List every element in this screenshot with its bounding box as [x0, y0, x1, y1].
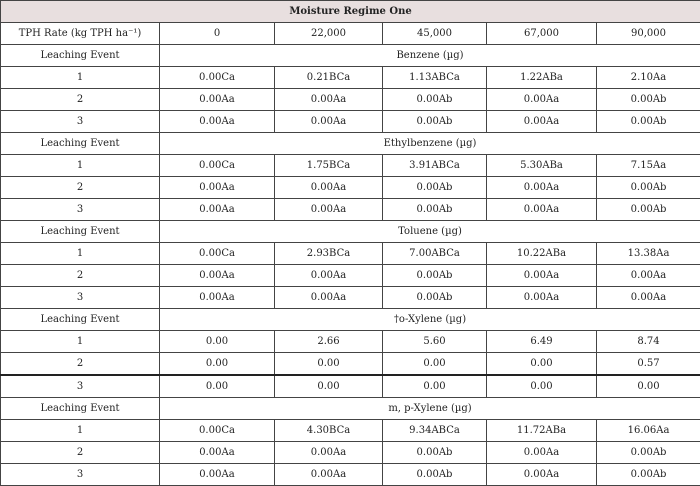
table-cell: 0.00: [275, 353, 383, 376]
rate-value: 67,000: [487, 23, 597, 45]
table-cell: 4.30BCa: [275, 420, 383, 442]
table-cell: 0.00Ca: [160, 420, 275, 442]
table-cell: 0.00Ab: [383, 177, 487, 199]
event-number: 3: [1, 111, 160, 133]
table-cell: 0.00Ab: [383, 287, 487, 309]
table-cell: 0.00Aa: [487, 177, 597, 199]
table-cell: 0.00Ab: [597, 89, 700, 111]
event-number: 1: [1, 420, 160, 442]
table-cell: 0.00: [160, 331, 275, 353]
rate-value: 0: [160, 23, 275, 45]
section-header-row: [1, 398, 700, 420]
table-cell: 0.00Aa: [487, 464, 597, 486]
leaching-event-label: Leaching Event: [1, 133, 160, 155]
table-row: [1, 155, 700, 177]
table-cell: 6.49: [487, 331, 597, 353]
event-number: 2: [1, 89, 160, 111]
table-cell: 0.21BCa: [275, 67, 383, 89]
table-cell: 0.00: [383, 375, 487, 398]
table-cell: 0.00Aa: [160, 464, 275, 486]
table-cell: 0.00Ab: [383, 442, 487, 464]
table-row: [1, 265, 700, 287]
table-cell: 0.00Ca: [160, 67, 275, 89]
section-header-row: [1, 45, 700, 67]
compound-label: †o-Xylene (µg): [160, 309, 700, 331]
event-number: 1: [1, 155, 160, 177]
table-cell: 0.00Ab: [383, 89, 487, 111]
table-cell: 0.00Aa: [275, 265, 383, 287]
table-cell: 2.66: [275, 331, 383, 353]
table-cell: 10.22ABa: [487, 243, 597, 265]
table-cell: 0.00Aa: [160, 442, 275, 464]
table-title: Moisture Regime One: [1, 1, 700, 23]
table-cell: 0.00Aa: [160, 111, 275, 133]
table-cell: 0.00Ab: [597, 464, 700, 486]
table-row: [1, 111, 700, 133]
table-cell: 0.00Aa: [275, 177, 383, 199]
table-cell: 0.00Aa: [487, 199, 597, 221]
table-cell: 5.60: [383, 331, 487, 353]
table-cell: 0.00Aa: [275, 287, 383, 309]
table-cell: 0.00: [487, 353, 597, 376]
compound-label: Toluene (µg): [160, 221, 700, 243]
table-cell: 16.06Aa: [597, 420, 700, 442]
table-cell: 2.93BCa: [275, 243, 383, 265]
table-cell: 0.00Ab: [597, 442, 700, 464]
table-row: [1, 464, 700, 486]
table-title-row: [1, 1, 700, 23]
rate-value: 90,000: [597, 23, 700, 45]
table-row: [1, 420, 700, 442]
leaching-event-label: Leaching Event: [1, 398, 160, 420]
table-row: [1, 353, 700, 376]
table-cell: 0.00Aa: [160, 199, 275, 221]
event-number: 3: [1, 464, 160, 486]
compound-label: Benzene (µg): [160, 45, 700, 67]
event-number: 1: [1, 67, 160, 89]
table-cell: 0.00Aa: [597, 287, 700, 309]
table-row: [1, 442, 700, 464]
leaching-event-label: Leaching Event: [1, 309, 160, 331]
rate-label: TPH Rate (kg TPH ha⁻¹): [1, 23, 160, 45]
table-cell: 0.00Ca: [160, 155, 275, 177]
table-cell: 0.00Aa: [275, 199, 383, 221]
table-cell: 0.00Aa: [160, 265, 275, 287]
event-number: 2: [1, 265, 160, 287]
event-number: 3: [1, 287, 160, 309]
table-cell: 7.15Aa: [597, 155, 700, 177]
leaching-event-label: Leaching Event: [1, 221, 160, 243]
rate-value: 45,000: [383, 23, 487, 45]
table-cell: 0.00Aa: [275, 89, 383, 111]
table-cell: 0.00Aa: [160, 89, 275, 111]
table-cell: 11.72ABa: [487, 420, 597, 442]
table-row: [1, 287, 700, 309]
table-cell: 0.57: [597, 353, 700, 376]
table-cell: 7.00ABCa: [383, 243, 487, 265]
table-row: [1, 67, 700, 89]
table-cell: 0.00Aa: [487, 287, 597, 309]
table-cell: 0.00Aa: [487, 442, 597, 464]
table-row: [1, 331, 700, 353]
table-cell: 0.00: [160, 353, 275, 376]
event-number: 2: [1, 442, 160, 464]
table-row: [1, 243, 700, 265]
table-row: [1, 89, 700, 111]
table-cell: 0.00Ab: [383, 199, 487, 221]
table-cell: 0.00: [487, 375, 597, 398]
table-row: [1, 199, 700, 221]
table-cell: 8.74: [597, 331, 700, 353]
table-cell: 0.00Ab: [383, 111, 487, 133]
section-header-row: [1, 309, 700, 331]
table-cell: 0.00Aa: [275, 442, 383, 464]
table-cell: 3.91ABCa: [383, 155, 487, 177]
table-cell: 0.00: [597, 375, 700, 398]
table-cell: 0.00Ab: [597, 111, 700, 133]
table-cell: 0.00Aa: [487, 89, 597, 111]
table-row: [1, 177, 700, 199]
compound-label: m, p-Xylene (µg): [160, 398, 700, 420]
table-cell: 1.75BCa: [275, 155, 383, 177]
table-cell: 0.00Aa: [160, 287, 275, 309]
table-cell: 0.00Aa: [160, 177, 275, 199]
section-header-row: [1, 221, 700, 243]
table-cell: 0.00Ab: [383, 265, 487, 287]
table-cell: 0.00Ca: [160, 243, 275, 265]
leaching-event-label: Leaching Event: [1, 45, 160, 67]
table-cell: 13.38Aa: [597, 243, 700, 265]
table-cell: 0.00Aa: [487, 111, 597, 133]
event-number: 3: [1, 199, 160, 221]
event-number: 1: [1, 243, 160, 265]
event-number: 1: [1, 331, 160, 353]
section-header-row: [1, 133, 700, 155]
event-number: 2: [1, 177, 160, 199]
table-cell: 9.34ABCa: [383, 420, 487, 442]
rate-value: 22,000: [275, 23, 383, 45]
table-row: [1, 375, 700, 398]
table-cell: 0.00Ab: [597, 177, 700, 199]
table-cell: 1.13ABCa: [383, 67, 487, 89]
table-cell: 0.00Aa: [597, 265, 700, 287]
table-cell: 0.00Aa: [275, 111, 383, 133]
table-cell: 0.00Ab: [383, 464, 487, 486]
table-cell: 0.00Ab: [597, 199, 700, 221]
table-cell: 0.00: [383, 353, 487, 376]
table-cell: 5.30ABa: [487, 155, 597, 177]
table-cell: 0.00Aa: [487, 265, 597, 287]
event-number: 3: [1, 375, 160, 398]
table-cell: 2.10Aa: [597, 67, 700, 89]
compound-label: Ethylbenzene (µg): [160, 133, 700, 155]
table-cell: 0.00: [275, 375, 383, 398]
rate-header-row: [1, 23, 700, 45]
table-cell: 0.00: [160, 375, 275, 398]
table-cell: 0.00Aa: [275, 464, 383, 486]
table-cell: 1.22ABa: [487, 67, 597, 89]
event-number: 2: [1, 353, 160, 376]
